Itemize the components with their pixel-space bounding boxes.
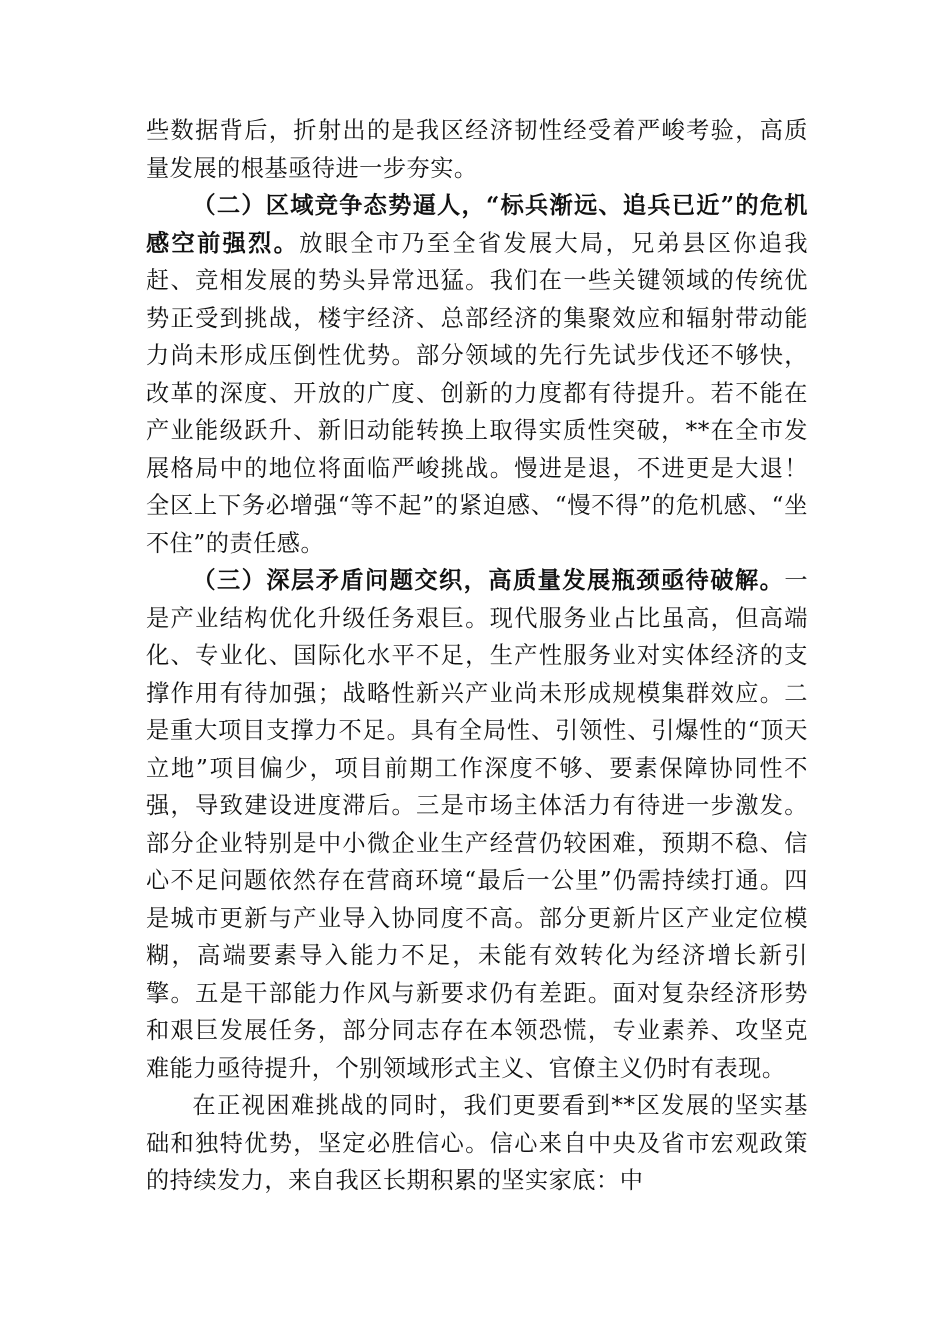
section-two-heading: （二）区域竞争态势逼人，“标兵渐远、追兵已近”的危机感空前强烈。 [146, 192, 808, 257]
section-three-heading: （三）深层矛盾问题交织，高质量发展瓶颈亟待破解。 [192, 567, 785, 594]
section-three-body: 一是产业结构优化升级任务艰巨。现代服务业占比虽高，但高端化、专业化、国际化水平不足，生产性服务业对实体经济的支撑作用有待加强；战略性新兴产业尚未形成规模集群效应。二是重大项目支撑力不足。具有全局性、引领性、引爆性的“顶天立地”项目偏少，项目前期工作深度不够、要素保障协同性不强，导致建设进度滞后。三是市场主体活力有待进一步激发。部分企业特别是中小微企业生产经营仍较困难，预期不稳、信心不足问题依然存在营商环境“最后一公里”仍需持续打通。四是城市更新与产业导入协同度不高。部分更新片区产业定位模糊，高端要素导入能力不足，未能有效转化为经济增长新引擎。五是干部能力作风与新要求仍有差距。面对复杂经济形势和艰巨发展任务，部分同志存在本领恐慌，专业素养、攻坚克难能力亟待提升，个别领域形式主义、官僚主义仍时有表现。 [146, 567, 808, 1082]
paragraph-confidence: 在正视困难挑战的同时，我们更要看到**区发展的坚实基础和独特优势，坚定必胜信心。信心来自中央及省市宏观政策的持续发力，来自我区长期积累的坚实家底：中 [146, 1092, 808, 1194]
paragraph-continuation: 些数据背后，折射出的是我区经济韧性经受着严峻考验，高质量发展的根基亟待进一步夯实。 [146, 117, 808, 182]
paragraph-section-three [146, 562, 808, 1087]
paragraph-section-two [146, 187, 808, 562]
section-two-body: 放眼全市乃至全省发展大局，兄弟县区你追我赶、竞相发展的势头异常迅猛。我们在一些关键领域的传统优势正受到挑战，楼宇经济、总部经济的集聚效应和辐射带动能力尚未形成压倒性优势。部分领域的先行先试步伐还不够快，改革的深度、开放的广度、创新的力度都有待提升。若不能在产业能级跃升、新旧动能转换上取得实质性突破，**在全市发展格局中的地位将面临严峻挑战。慢进是退，不进更是大退！全区上下务必增强“等不起”的紧迫感、“慢不得”的危机感、“坐不住”的责任感。 [146, 229, 809, 557]
document-page [146, 112, 808, 1200]
